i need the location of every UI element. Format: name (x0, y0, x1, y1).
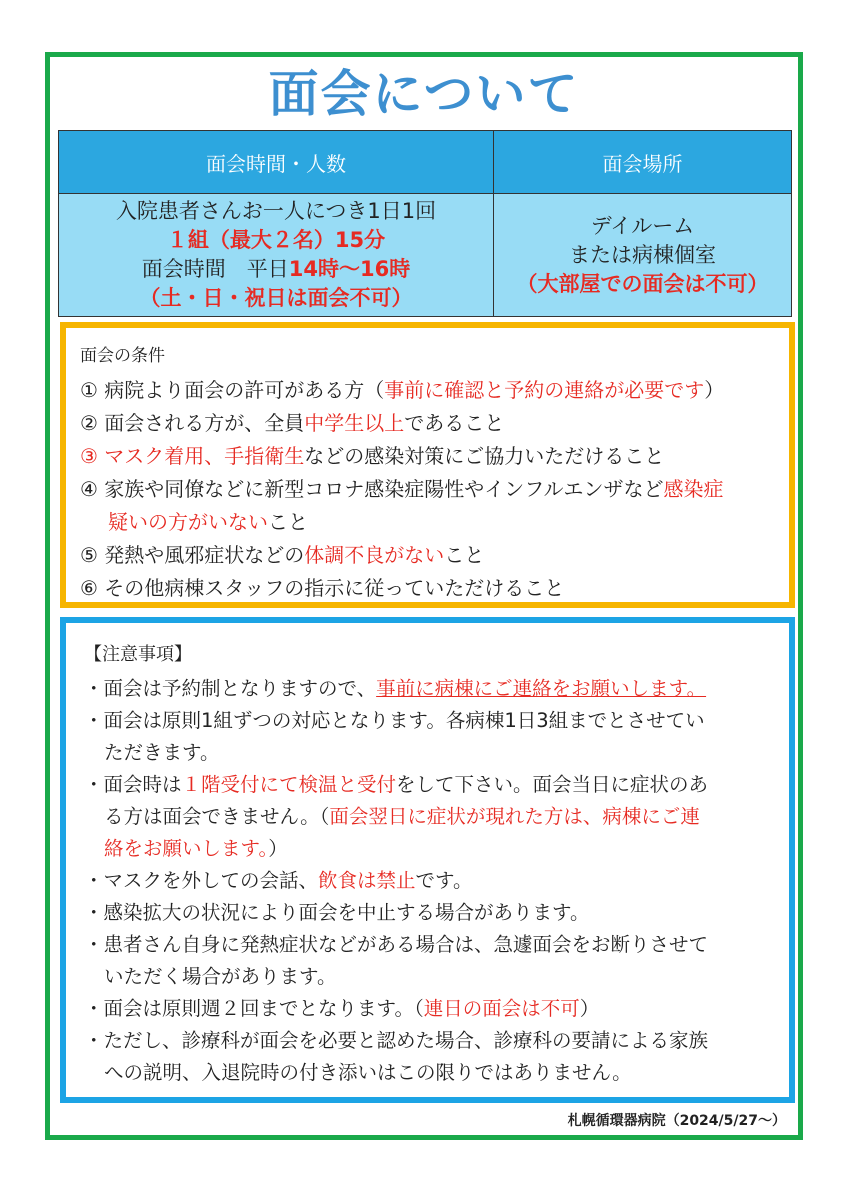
condition-item-5 (80, 539, 789, 572)
condition-1-emphasis: 事前に確認と予約の連絡が必要です (384, 378, 705, 402)
condition-item-3 (80, 440, 789, 473)
condition-item-4-cont (80, 506, 789, 539)
condition-3-text: などの感染対策にご協力いただけること (304, 444, 665, 468)
note-4-text: ・マスクを外しての会話、 (84, 869, 319, 892)
time-line-1: 入院患者さんお一人につき1日1回 (115, 199, 437, 223)
note-item-2: ・面会は原則1組ずつの対応となります。各病棟1日3組までとさせてい (84, 709, 705, 732)
note-3-emphasis-2: 面会翌日に症状が現れた方は、病棟にご連 (329, 805, 700, 828)
condition-3-emphasis: ③ マスク着用、手指衛生 (80, 444, 305, 468)
condition-item-1 (80, 374, 789, 407)
condition-5-emphasis: 体調不良がない (304, 543, 445, 567)
condition-item-2 (80, 407, 789, 440)
note-3-emphasis-3: 絡をお願いします。 (104, 837, 269, 860)
condition-item-4 (80, 473, 789, 506)
condition-2-emphasis: 中学生以上 (304, 411, 405, 435)
note-3-text: ・面会時は (84, 773, 182, 796)
time-line-3-prefix: 面会時間 平日 (141, 257, 289, 281)
time-line-2: １組（最大２名）15分 (166, 228, 386, 252)
note-item-5: ・感染拡大の状況により面会を中止する場合があります。 (84, 901, 590, 924)
conditions-heading: 面会の条件 (80, 346, 165, 366)
place-line-3: （大部屋での面会は不可） (516, 271, 769, 296)
note-item-6-cont: いただく場合があります。 (104, 965, 337, 988)
note-item-6: ・患者さん自身に発熱症状などがある場合は、急遽面会をお断りさせて (84, 933, 709, 956)
place-line-2: または病棟個室 (569, 242, 716, 267)
condition-2-text: ② 面会される方が、全員 (80, 411, 305, 435)
notes-heading: 【注意事項】 (84, 644, 192, 665)
time-line-3-hours: 14時～16時 (288, 257, 411, 281)
note-3-text-b: をして下さい。面会当日に症状のあ (396, 773, 709, 796)
header-visiting-place: 面会場所 (494, 131, 792, 194)
note-3-close: ） (268, 837, 288, 860)
condition-1-close: ） (704, 378, 725, 402)
note-4-end: です。 (415, 869, 473, 892)
notes-box (60, 617, 795, 1103)
note-3-text-c: る方は面会できません。（ (104, 805, 330, 828)
note-item-4 (84, 865, 789, 897)
time-line-4: （土・日・祝日は面会不可） (139, 286, 413, 310)
note-item-8: ・ただし、診療科が面会を必要と認めた場合、診療科の要請による家族 (84, 1029, 709, 1052)
page-title: 面会について (268, 65, 580, 123)
condition-4-emphasis: 感染症 (663, 477, 724, 501)
note-4-emphasis: 飲食は禁止 (318, 869, 416, 892)
visiting-place-cell (494, 194, 792, 317)
note-item-3-cont (84, 801, 789, 833)
header-visiting-time: 面会時間・人数 (59, 131, 494, 194)
condition-item-6: ⑥ その他病棟スタッフの指示に従っていただけること (80, 576, 565, 600)
condition-4-text: ④ 家族や同僚などに新型コロナ感染症陽性やインフルエンザなど (80, 477, 664, 501)
note-item-3-cont2 (84, 833, 789, 865)
place-line-1: デイルーム (590, 213, 695, 238)
note-7-close: ） (579, 997, 600, 1020)
table-body-row (59, 194, 792, 317)
note-item-3 (84, 769, 789, 801)
note-item-1 (84, 673, 789, 705)
conditions-box (60, 322, 795, 608)
note-7-emphasis: 連日の面会は不可 (423, 997, 580, 1020)
condition-5-text: ⑤ 発熱や風邪症状などの (80, 543, 305, 567)
visiting-time-cell (59, 194, 494, 317)
condition-1-text: ① 病院より面会の許可がある方（ (80, 378, 385, 402)
note-7-text: ・面会は原則週２回までとなります。（ (84, 997, 424, 1020)
note-item-8-cont: への説明、入退院時の付き添いはこの限りではありません。 (104, 1061, 632, 1084)
note-item-7 (84, 993, 789, 1025)
condition-4-emphasis-cont: 疑いの方がいない (108, 510, 268, 534)
time-line-3 (59, 255, 493, 284)
condition-2-end: であること (404, 411, 505, 435)
condition-5-end: こと (444, 543, 485, 567)
hospital-footer: 札幌循環器病院（2024/5/27～） (567, 1113, 786, 1129)
visiting-info-table (58, 130, 792, 317)
note-3-emphasis: １階受付にて検温と受付 (181, 773, 397, 796)
note-1-emphasis: 事前に病棟にご連絡をお願いします。 (376, 677, 707, 700)
note-1-text: ・面会は予約制となりますので、 (84, 677, 377, 700)
condition-4-end: こと (268, 510, 308, 534)
table-header-row (59, 131, 792, 194)
note-item-2-cont: ただきます。 (104, 741, 220, 764)
